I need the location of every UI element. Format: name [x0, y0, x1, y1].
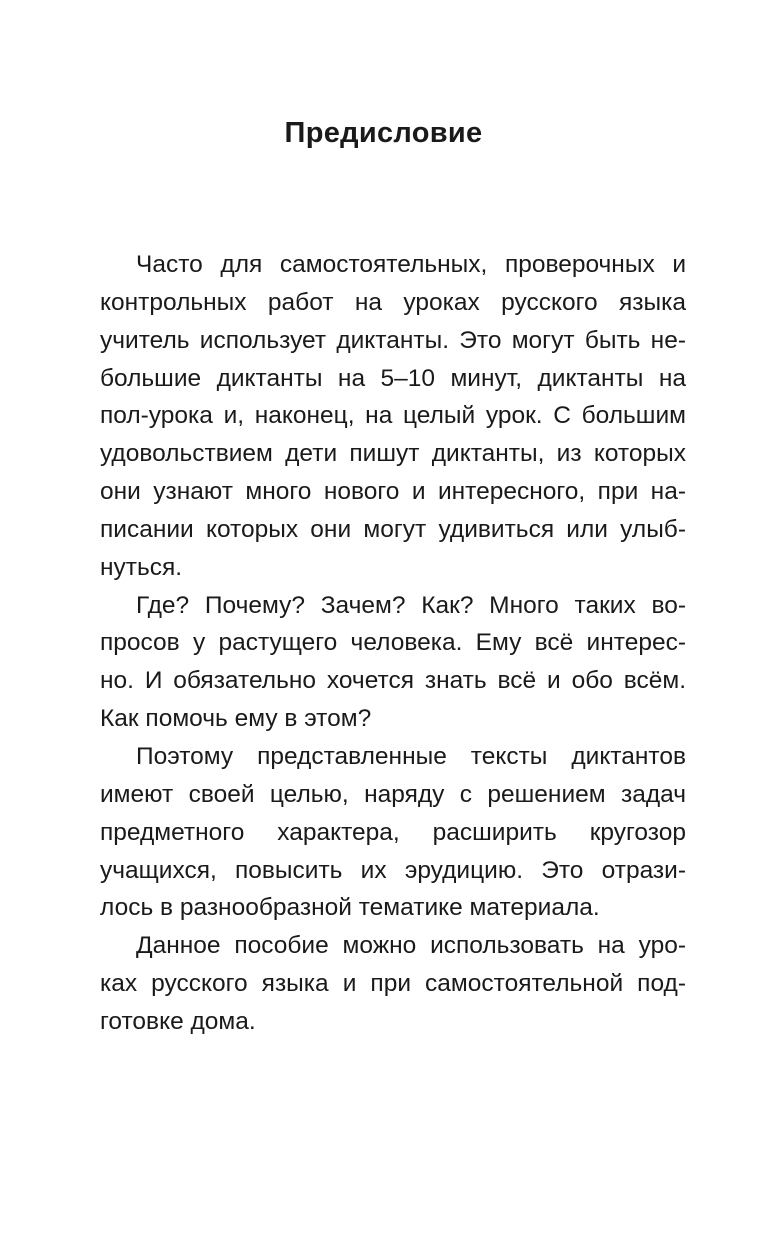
text-line: Поэтому представленные тексты диктантов	[136, 742, 686, 770]
text-line: писании которых они могут удивиться или улыб-	[100, 515, 686, 543]
paragraph	[100, 587, 686, 738]
text-line: Данное пособие можно использовать на уро-	[136, 932, 686, 960]
paragraph	[100, 927, 686, 1041]
preface-body	[100, 246, 686, 1041]
text-line: ках русского языка и при самостоятельной под-	[100, 970, 686, 998]
text-line: пол-урока и, наконец, на целый урок. С большим	[100, 402, 686, 430]
text-line: нуться.	[100, 553, 183, 581]
text-line: удовольствием дети пишут диктанты, из которых	[100, 440, 686, 468]
text-line: готовке дома.	[100, 1007, 256, 1035]
text-line: лось в разнообразной тематике материала.	[100, 894, 600, 922]
text-line: большие диктанты на 5–10 минут, диктанты на	[100, 364, 686, 392]
text-line: контрольных работ на уроках русского языка	[100, 288, 686, 316]
text-line: учитель использует диктанты. Это могут быть не-	[100, 326, 686, 354]
text-line: учащихся, повысить их эрудицию. Это отрази-	[100, 856, 686, 884]
text-line: но. И обязательно хочется знать всё и обо всём.	[100, 667, 686, 695]
text-line: Где? Почему? Зачем? Как? Много таких во-	[136, 591, 686, 619]
text-line: просов у растущего человека. Ему всё интерес-	[100, 629, 686, 657]
text-line: предметного характера, расширить кругозор	[100, 818, 686, 846]
paragraph	[100, 738, 686, 927]
text-line: имеют своей целью, наряду с решением задач	[100, 780, 686, 808]
text-line: Часто для самостоятельных, проверочных и	[136, 251, 686, 278]
paragraph	[100, 246, 686, 587]
text-line: они узнают много нового и интересного, при на-	[100, 478, 686, 506]
text-line: Как помочь ему в этом?	[100, 705, 372, 733]
page-title: Предисловие	[284, 117, 483, 149]
